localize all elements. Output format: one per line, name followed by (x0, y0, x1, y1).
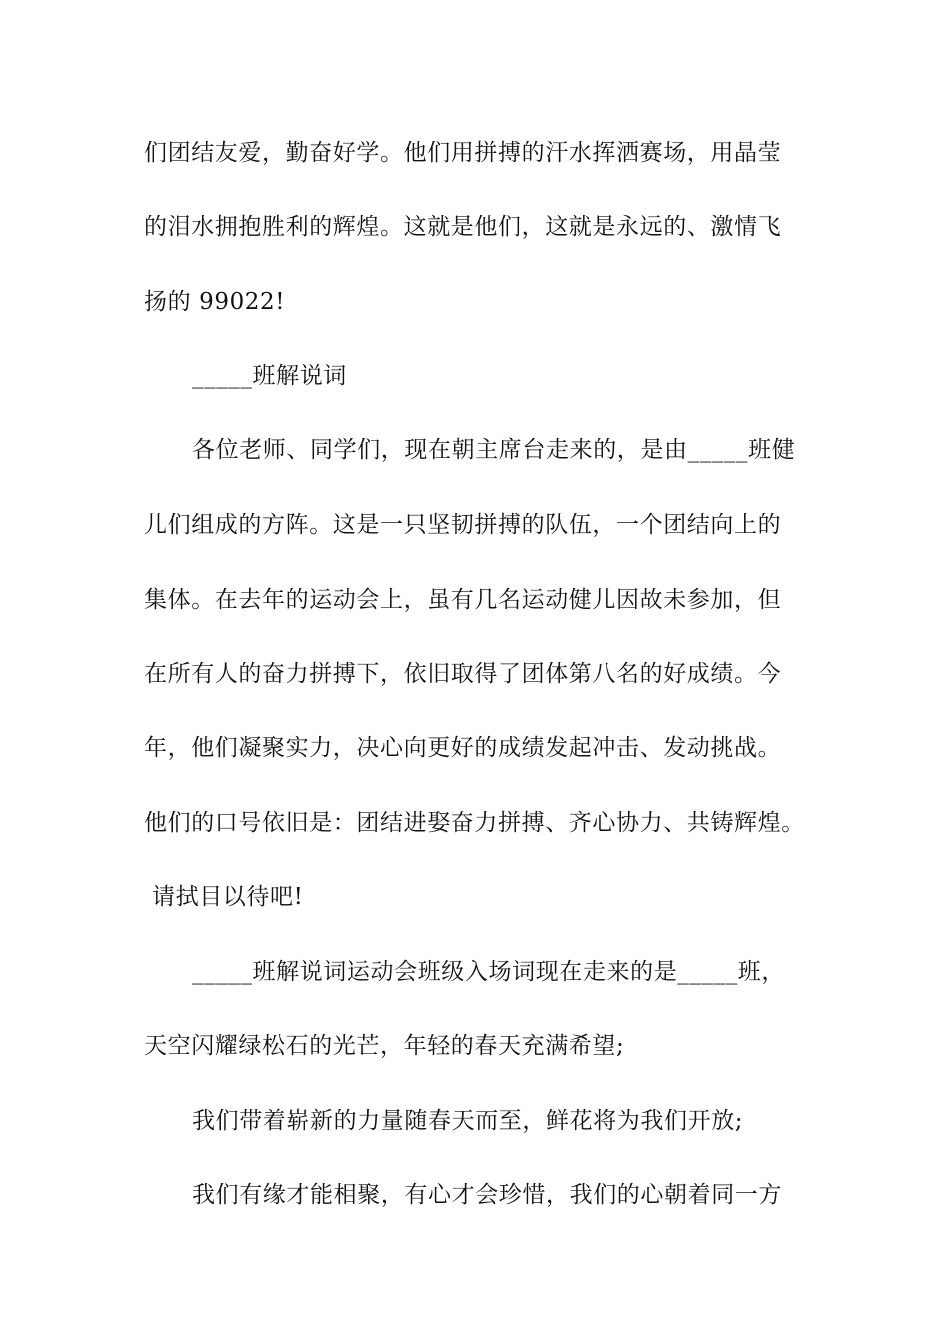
text-line-10: 他们的口号依旧是：团结进娶奋力拼搏、齐心协力、共铸辉煌。 (144, 810, 805, 836)
text-line-3: 扬的 99022! (144, 289, 286, 315)
text-line-6: 儿们组成的方阵。这是一只坚韧拼搏的队伍，一个团结向上的 (144, 512, 782, 538)
text-line-1: 们团结友爱，勤奋好学。他们用拼搏的汗水挥洒赛场，用晶莹 (144, 140, 782, 166)
text-line-9: 年，他们凝聚实力，决心向更好的成绩发起冲击、发动挑战。 (144, 735, 782, 761)
text-line-2: 的泪水拥抱胜利的辉煌。这就是他们，这就是永远的、激情飞 (144, 214, 782, 240)
text-line-13: 天空闪耀绿松石的光芒，年轻的春天充满希望; (144, 1033, 625, 1059)
text-line-8: 在所有人的奋力拼搏下，依旧取得了团体第八名的好成绩。今 (144, 661, 782, 687)
text-line-15: 我们有缘才能相聚，有心才会珍惜，我们的心朝着同一方 (192, 1182, 782, 1208)
text-line-12: _____班解说词运动会班级入场词现在走来的是_____班， (192, 959, 785, 985)
text-line-5: 各位老师、同学们，现在朝主席台走来的，是由_____班健 (192, 437, 796, 463)
section-heading: _____班解说词 (192, 363, 347, 389)
text-line-7: 集体。在去年的运动会上，虽有几名运动健儿因故未参加，但 (144, 587, 782, 613)
text-line-11: 请拭目以待吧! (152, 884, 304, 910)
text-line-14: 我们带着崭新的力量随春天而至，鲜花将为我们开放; (192, 1108, 744, 1134)
